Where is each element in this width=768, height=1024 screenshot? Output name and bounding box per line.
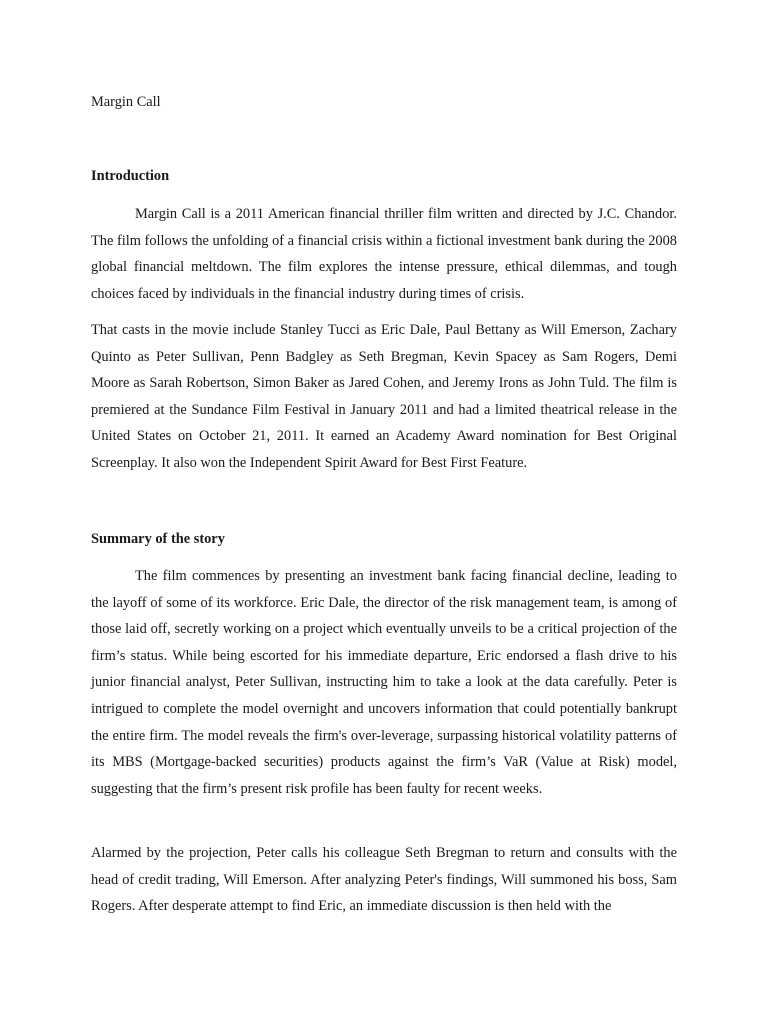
document-title: Margin Call (91, 94, 161, 110)
intro-paragraph-1: Margin Call is a 2011 American financial thriller film written and directed by J.C. Chandor. The film follows the unfolding of a financial crisis within a fictional investment bank during the 2008 global financial meltdown. The film explores the intense pressure, ethical dilemmas, and tough choices faced by individuals in the financial industry during times of crisis. (91, 206, 677, 302)
intro-paragraph-2: That casts in the movie include Stanley Tucci as Eric Dale, Paul Bettany as Will Emerson, Zachary Quinto as Peter Sullivan, Penn Badgley as Seth Bregman, Kevin Spacey as Sam Rogers, Demi Moore as Sarah Robertson, Simon Baker as Jared Cohen, and Jeremy Irons as John Tuld. The film is premiered at the Sundance Film Festival in January 2011 and had a limited theatrical release in the United States on October 21, 2011. It earned an Academy Award nomination for Best Original Screenplay. It also won the Independent Spirit Award for Best First Feature. (91, 322, 677, 471)
section-heading-introduction: Introduction (91, 168, 170, 184)
summary-paragraph-1: The film commences by presenting an investment bank facing financial decline, leading to the layoff of some of its workforce. Eric Dale, the director of the risk management team, is among of those laid off, secretly working on a project which eventually unveils to be a critical projection of the firm’s status. While being escorted for his immediate departure, Eric endorsed a flash drive to his junior financial analyst, Peter Sullivan, instructing him to take a look at the data carefully. Peter is intrigued to complete the model overnight and uncovers information that could potentially bankrupt the entire firm. The model reveals the firm's over-leverage, surpassing historical volatility patterns of its MBS (Mortgage-backed securities) products against the firm’s VaR (Value at Risk) model, suggesting that the firm’s present risk profile has been faulty for recent weeks. (91, 568, 677, 797)
summary-paragraph-2: Alarmed by the projection, Peter calls his colleague Seth Bregman to return and consults with the head of credit trading, Will Emerson. After analyzing Peter's findings, Will summoned his boss, Sam Rogers. After desperate attempt to find Eric, an immediate discussion is then held with the (91, 845, 677, 915)
section-heading-summary: Summary of the story (91, 531, 225, 547)
